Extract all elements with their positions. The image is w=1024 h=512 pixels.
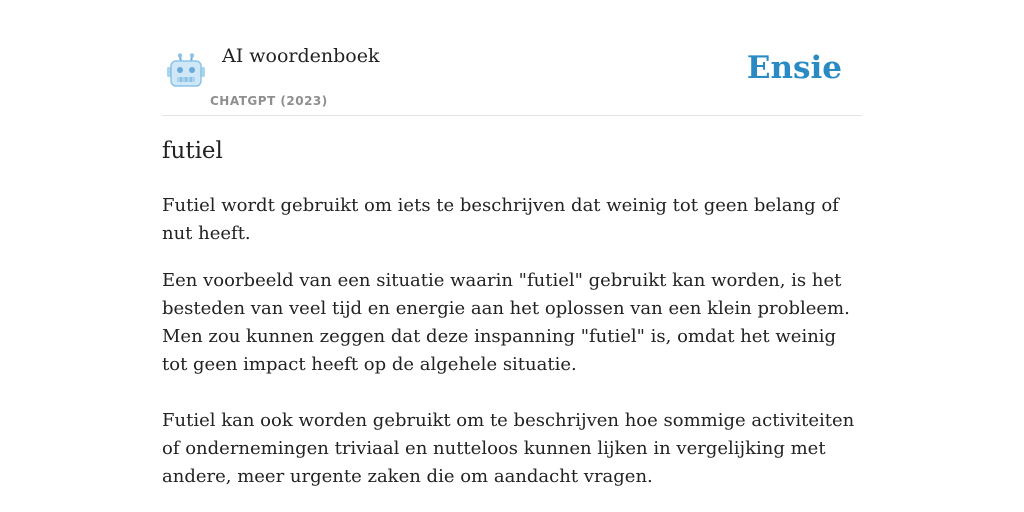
source-title[interactable]: AI woordenboek bbox=[222, 45, 380, 67]
definition-paragraph: Futiel wordt gebruikt om iets te beschrijven dat weinig tot geen belang of nut heeft. bbox=[162, 195, 839, 244]
ensie-logo-link[interactable]: Ensie bbox=[746, 50, 842, 86]
page-container bbox=[162, 0, 862, 487]
source-subtitle: CHATGPT (2023) bbox=[210, 94, 328, 108]
entry-term: futiel bbox=[162, 138, 223, 164]
additional-usage-paragraph: Futiel kan ook worden gebruikt om te beschrijven hoe sommige activiteiten of ondernemingen triviaal en nutteloos kunnen lijken in vergelijking met andere, meer urgente zaken die om aandacht vragen. bbox=[162, 410, 855, 487]
example-paragraph: Een voorbeeld van een situatie waarin "futiel" gebruikt kan worden, is het besteden van veel tijd en energie aan het oplossen van een klein probleem. Men zou kunnen zeggen dat deze inspanning "futiel" is, omdat het weinig tot geen impact heeft op de algehele situatie. bbox=[162, 270, 850, 375]
robot-icon bbox=[166, 52, 206, 88]
entry-header bbox=[162, 0, 862, 116]
